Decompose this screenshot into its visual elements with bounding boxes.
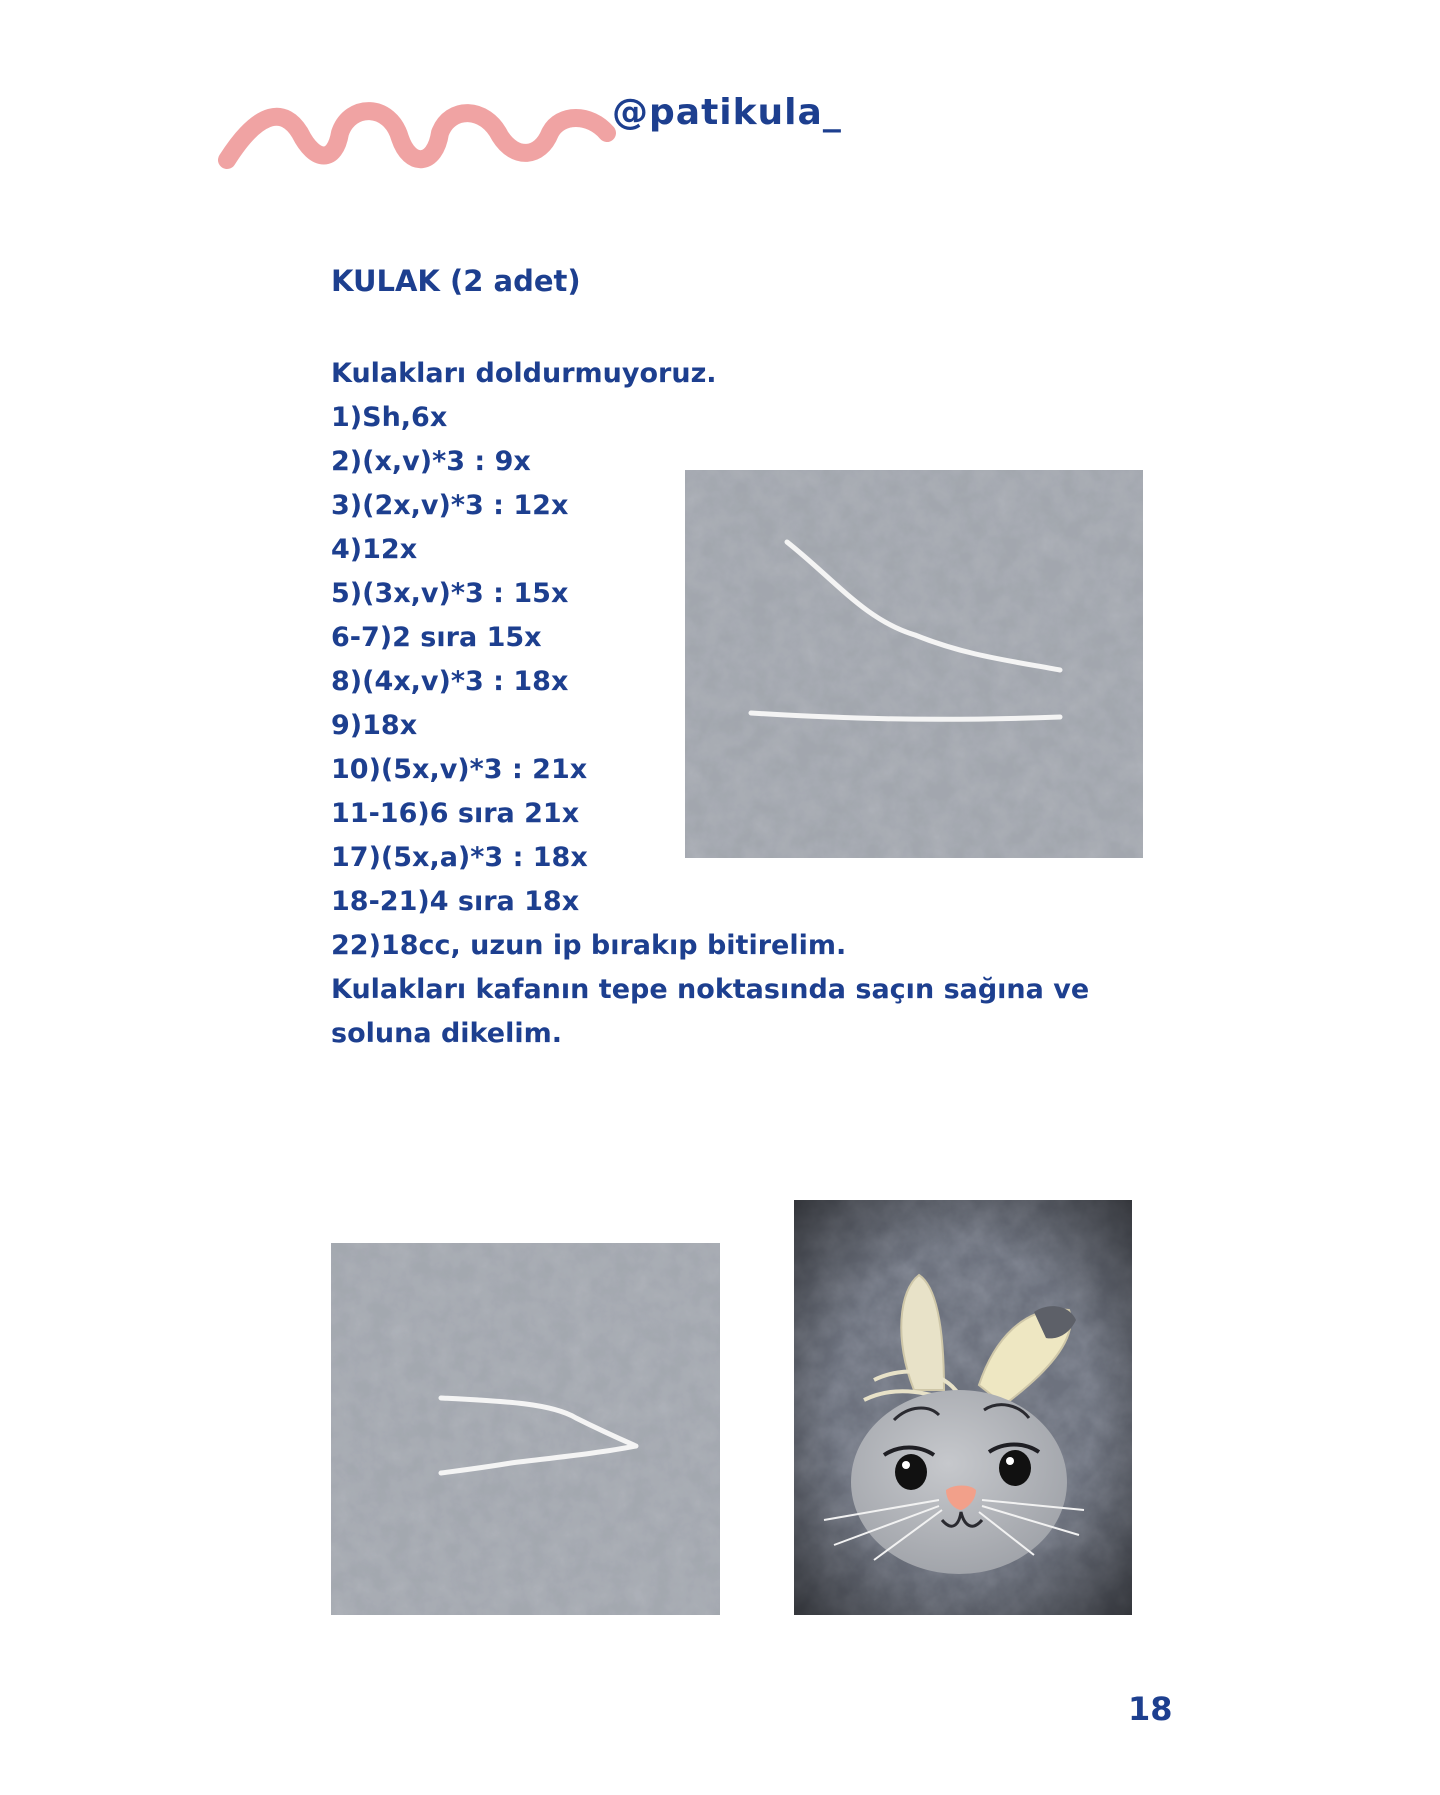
bunny-head-photo: [794, 1200, 1132, 1615]
instruction-line: 3)(2x,v)*3 : 12x: [331, 490, 569, 521]
instruction-line: 22)18cc, uzun ip bırakıp bitirelim.: [331, 930, 847, 961]
page-number: 18: [1128, 1690, 1173, 1728]
instruction-line: 5)(3x,v)*3 : 15x: [331, 578, 569, 609]
instruction-line: 10)(5x,v)*3 : 21x: [331, 754, 588, 785]
instruction-line: 2)(x,v)*3 : 9x: [331, 446, 531, 477]
instruction-line: 6-7)2 sıra 15x: [331, 622, 542, 653]
instruction-line: 9)18x: [331, 710, 418, 741]
decorative-squiggle: [215, 88, 620, 178]
instruction-line: 11-16)6 sıra 21x: [331, 798, 580, 829]
instruction-line: soluna dikelim.: [331, 1018, 562, 1049]
instruction-line: 8)(4x,v)*3 : 18x: [331, 666, 569, 697]
ear-shape-photo-1: [685, 470, 1143, 858]
section-title: KULAK (2 adet): [331, 264, 581, 298]
instruction-line: 18-21)4 sıra 18x: [331, 886, 580, 917]
instruction-line: 4)12x: [331, 534, 418, 565]
instruction-line: 1)Sh,6x: [331, 402, 448, 433]
instruction-line: 17)(5x,a)*3 : 18x: [331, 842, 588, 873]
author-handle: @patikula_: [612, 92, 842, 133]
instruction-line: Kulakları kafanın tepe noktasında saçın sağına ve: [331, 974, 1090, 1005]
instruction-line: Kulakları doldurmuyoruz.: [331, 358, 717, 389]
ear-shape-photo-2: [331, 1243, 720, 1615]
